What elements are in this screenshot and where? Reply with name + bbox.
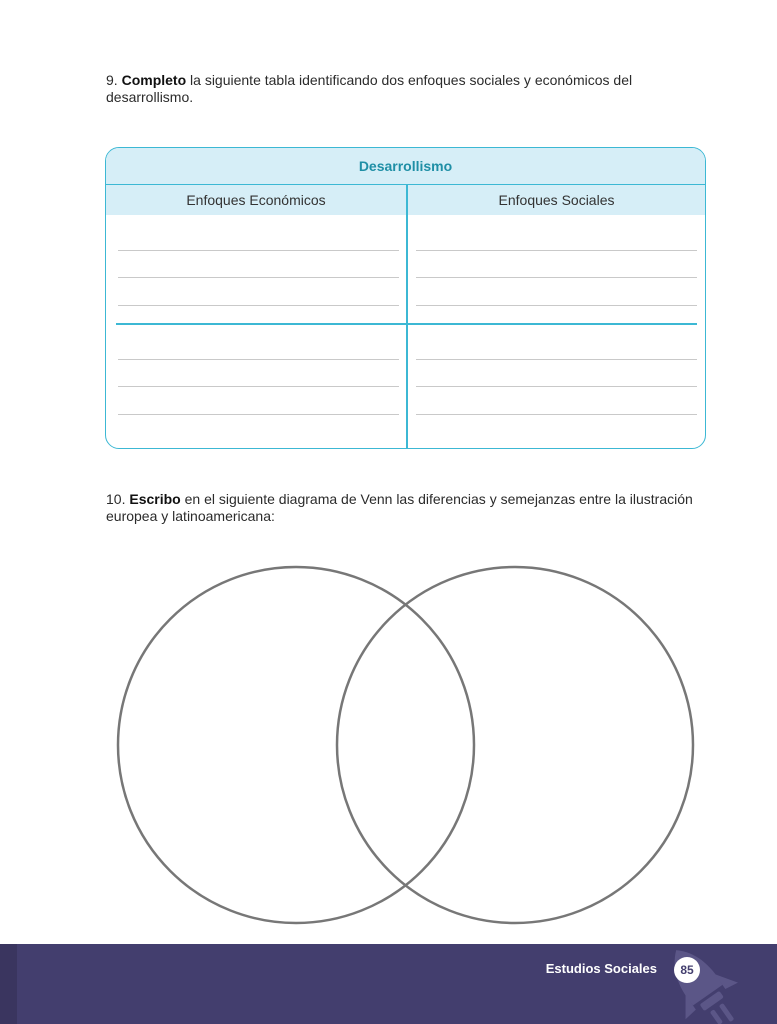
question-10 — [106, 491, 706, 525]
question-verb: Escribo — [129, 491, 181, 507]
page-number: 85 — [674, 957, 700, 983]
rocket-icon — [652, 944, 762, 1024]
venn-circle-right[interactable] — [337, 567, 693, 923]
writing-line[interactable] — [416, 305, 697, 306]
venn-circle-left[interactable] — [118, 567, 474, 923]
footer-edge-band — [0, 944, 17, 1024]
column-header-sociales: Enfoques Sociales — [408, 185, 705, 215]
question-verb: Completo — [121, 72, 187, 88]
writing-line[interactable] — [118, 277, 399, 278]
question-number: 9. — [106, 72, 118, 88]
subject-label: Estudios Sociales — [545, 961, 657, 976]
question-number: 10. — [106, 491, 126, 507]
writing-line[interactable] — [118, 305, 399, 306]
question-text: la siguiente tabla identificando dos enfoques sociales y económicos del desarrollismo. — [106, 72, 633, 105]
writing-line[interactable] — [416, 386, 697, 387]
writing-line[interactable] — [416, 414, 697, 415]
writing-line[interactable] — [118, 359, 399, 360]
writing-line[interactable] — [416, 359, 697, 360]
desarrollismo-table — [105, 147, 706, 449]
page-footer — [0, 944, 777, 1024]
venn-diagram — [110, 560, 710, 940]
question-text: en el siguiente diagrama de Venn las diferencias y semejanzas entre la ilustración europea y latinoamericana: — [106, 491, 693, 524]
writing-line[interactable] — [416, 277, 697, 278]
question-9 — [106, 72, 706, 106]
writing-line[interactable] — [118, 250, 399, 251]
table-title: Desarrollismo — [106, 148, 705, 185]
writing-line[interactable] — [416, 250, 697, 251]
writing-line[interactable] — [118, 386, 399, 387]
writing-line[interactable] — [118, 414, 399, 415]
row-divider — [116, 323, 697, 325]
column-header-economicos: Enfoques Económicos — [106, 185, 406, 215]
column-divider — [406, 185, 408, 448]
